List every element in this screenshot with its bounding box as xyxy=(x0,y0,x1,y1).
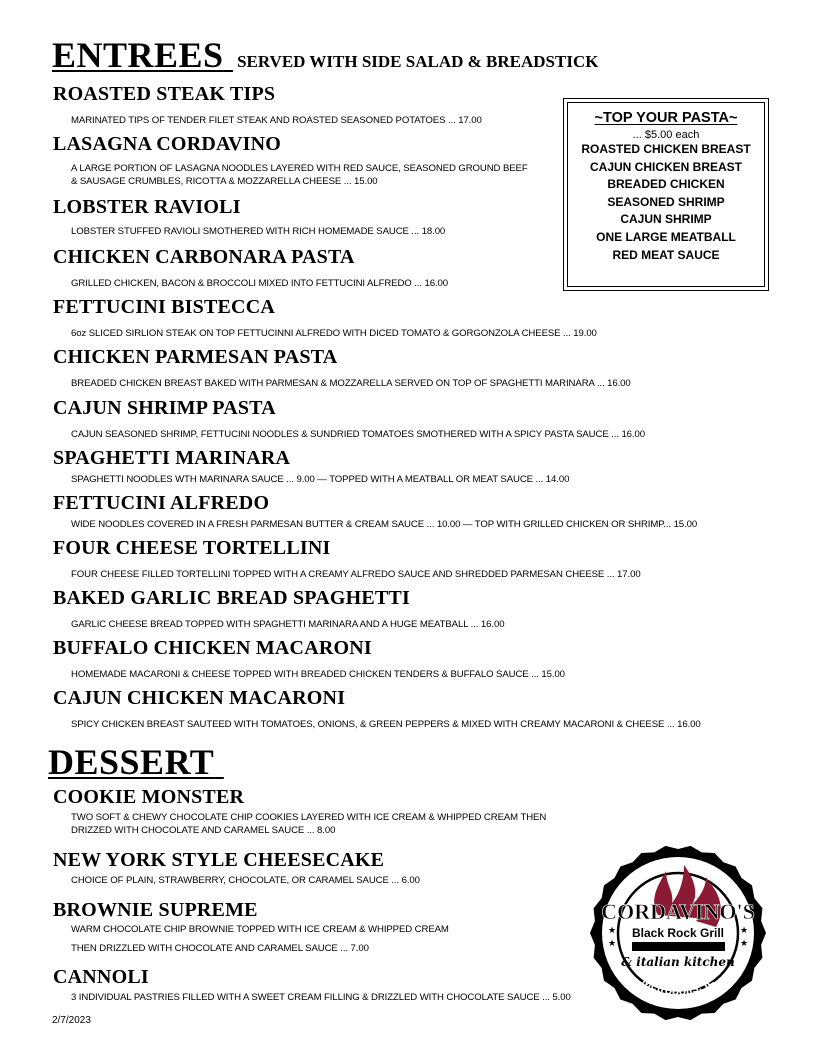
dessert-description: THEN DRIZZLED WITH CHOCOLATE AND CARAMEL SAUCE ... 7.00 xyxy=(71,943,369,954)
top-your-pasta-box xyxy=(563,98,769,291)
entree-name: BAKED GARLIC BREAD SPAGHETTI xyxy=(53,587,410,609)
entree-description: SPICY CHICKEN BREAST SAUTEED WITH TOMATOES, ONIONS, & GREEN PEPPERS & MIXED WITH CREAMY MACARONI & CHEESE ... 16.00 xyxy=(71,719,701,730)
topping-item: CAJUN CHICKEN BREAST xyxy=(589,159,742,174)
entree-name: CAJUN SHRIMP PASTA xyxy=(53,397,276,419)
entree-description: GRILLED CHICKEN, BACON & BROCCOLI MIXED INTO FETTUCINI ALFREDO ... 16.00 xyxy=(71,278,448,289)
entree-name: LOBSTER RAVIOLI xyxy=(53,196,241,218)
entree-name: CHICKEN PARMESAN PASTA xyxy=(53,346,338,368)
topping-item: BREADED CHICKEN xyxy=(607,177,725,192)
topping-item: SEASONED SHRIMP xyxy=(607,194,725,209)
top-your-pasta-list xyxy=(568,141,764,264)
dessert-header xyxy=(48,744,224,780)
entree-name: FETTUCINI ALFREDO xyxy=(53,492,270,514)
entree-name: CAJUN CHICKEN MACARONI xyxy=(53,687,346,709)
entree-name: CHICKEN CARBONARA PASTA xyxy=(53,246,355,268)
entrees-subtitle: SERVED WITH SIDE SALAD & BREADSTICK xyxy=(237,52,599,71)
dessert-description: CHOICE OF PLAIN, STRAWBERRY, CHOCOLATE, OR CARAMEL SAUCE ... 6.00 xyxy=(71,875,420,886)
menu-date: 2/7/2023 xyxy=(52,1015,91,1026)
entree-description: WIDE NOODLES COVERED IN A FRESH PARMESAN BUTTER & CREAM SAUCE ... 10.00 — TOP WITH GRILLED CHICKEN OR SHRIMP... 15.00 xyxy=(71,519,698,530)
logo-badge-icon xyxy=(588,843,768,1023)
entree-description: SPAGHETTI NOODLES WTH MARINARA SAUCE ... 9.00 — TOPPED WITH A MEATBALL OR MEAT SAUCE ... 14.00 xyxy=(71,474,570,485)
entree-name: BUFFALO CHICKEN MACARONI xyxy=(53,637,372,659)
dessert-name: BROWNIE SUPREME xyxy=(53,899,258,921)
entree-description: GARLIC CHEESE BREAD TOPPED WITH SPAGHETTI MARINARA AND A HUGE MEATBALL ... 16.00 xyxy=(71,619,505,630)
dessert-name: COOKIE MONSTER xyxy=(53,786,245,808)
entree-description: CAJUN SEASONED SHRIMP, FETTUCINI NOODLES & SUNDRIED TOMATOES SMOTHERED WITH A SPICY PASTA SAUCE ... 16.00 xyxy=(71,429,645,440)
topping-item: RED MEAT SAUCE xyxy=(612,247,720,262)
entree-description: FOUR CHEESE FILLED TORTELLINI TOPPED WITH A CREAMY ALFREDO SAUCE AND SHREDDED PARMESAN CHEESE ... 17.00 xyxy=(71,569,641,580)
entree-name: FETTUCINI BISTECCA xyxy=(53,296,275,318)
topping-item: ONE LARGE MEATBALL xyxy=(596,229,736,244)
entree-description: LOBSTER STUFFED RAVIOLI SMOTHERED WITH RICH HOMEMADE SAUCE ... 18.00 xyxy=(71,226,446,237)
topping-item: CAJUN SHRIMP xyxy=(620,212,712,227)
topping-item: ROASTED CHICKEN BREAST xyxy=(581,142,751,156)
entree-description: BREADED CHICKEN BREAST BAKED WITH PARMESAN & MOZZARELLA SERVED ON TOP OF SPAGHETTI MARINARA ... 16.00 xyxy=(71,378,631,389)
svg-text:★: ★ xyxy=(740,939,749,949)
entree-description: A LARGE PORTION OF LASAGNA NOODLES LAYERED WITH RED SAUCE, SEASONED GROUND BEEF xyxy=(71,163,528,174)
entree-description: HOMEMADE MACARONI & CHEESE TOPPED WITH BREADED CHICKEN TENDERS & BUFFALO SAUCE ... 15.00 xyxy=(71,669,565,680)
dessert-description: 3 INDIVIDUAL PASTRIES FILLED WITH A SWEET CREAM FILLING & DRIZZLED WITH CHOCOLATE SAUCE ... 5.00 xyxy=(71,992,571,1003)
dessert-description: DRIZZED WITH CHOCOLATE AND CARAMEL SAUCE ... 8.00 xyxy=(71,825,336,836)
svg-text:★: ★ xyxy=(608,939,617,949)
entree-name: FOUR CHEESE TORTELLINI xyxy=(53,537,331,559)
entree-name: ROASTED STEAK TIPS xyxy=(53,83,276,105)
dessert-name: CANNOLI xyxy=(53,966,149,988)
svg-text:& italian kitchen: & italian kitchen xyxy=(621,955,735,969)
entree-name: SPAGHETTI MARINARA xyxy=(53,447,291,469)
svg-text:Metropolis, IL: Metropolis, IL xyxy=(639,973,717,998)
restaurant-logo xyxy=(588,843,768,1023)
svg-text:CORDAVINO'S: CORDAVINO'S xyxy=(601,899,755,924)
entrees-title: ENTREES xyxy=(52,35,224,75)
svg-text:★: ★ xyxy=(740,926,749,936)
entree-description: MARINATED TIPS OF TENDER FILET STEAK AND ROASTED SEASONED POTATOES ... 17.00 xyxy=(71,115,482,126)
dessert-title: DESSERT xyxy=(48,742,215,782)
dessert-name: NEW YORK STYLE CHEESECAKE xyxy=(53,849,385,871)
dessert-description: TWO SOFT & CHEWY CHOCOLATE CHIP COOKIES LAYERED WITH ICE CREAM & WHIPPED CREAM THEN xyxy=(71,812,547,823)
entree-description: 6oz SLICED SIRLION STEAK ON TOP FETTUCINNI ALFREDO WITH DICED TOMATO & GORGONZOLA CHEESE ... 19.00 xyxy=(71,328,597,339)
top-your-pasta-price: ... $5.00 each xyxy=(632,129,700,141)
svg-text:★: ★ xyxy=(608,926,617,936)
top-your-pasta-title: ~TOP YOUR PASTA~ xyxy=(594,110,738,126)
svg-text:Black Rock Grill: Black Rock Grill xyxy=(631,926,725,940)
dessert-description: WARM CHOCOLATE CHIP BROWNIE TOPPED WITH ICE CREAM & WHIPPED CREAM xyxy=(71,924,449,935)
entree-name: LASAGNA CORDAVINO xyxy=(53,133,282,155)
entrees-header xyxy=(52,37,598,73)
entree-description: & SAUSAGE CRUMBLES, RICOTTA & MOZZARELLA CHEESE ... 15.00 xyxy=(71,176,378,187)
